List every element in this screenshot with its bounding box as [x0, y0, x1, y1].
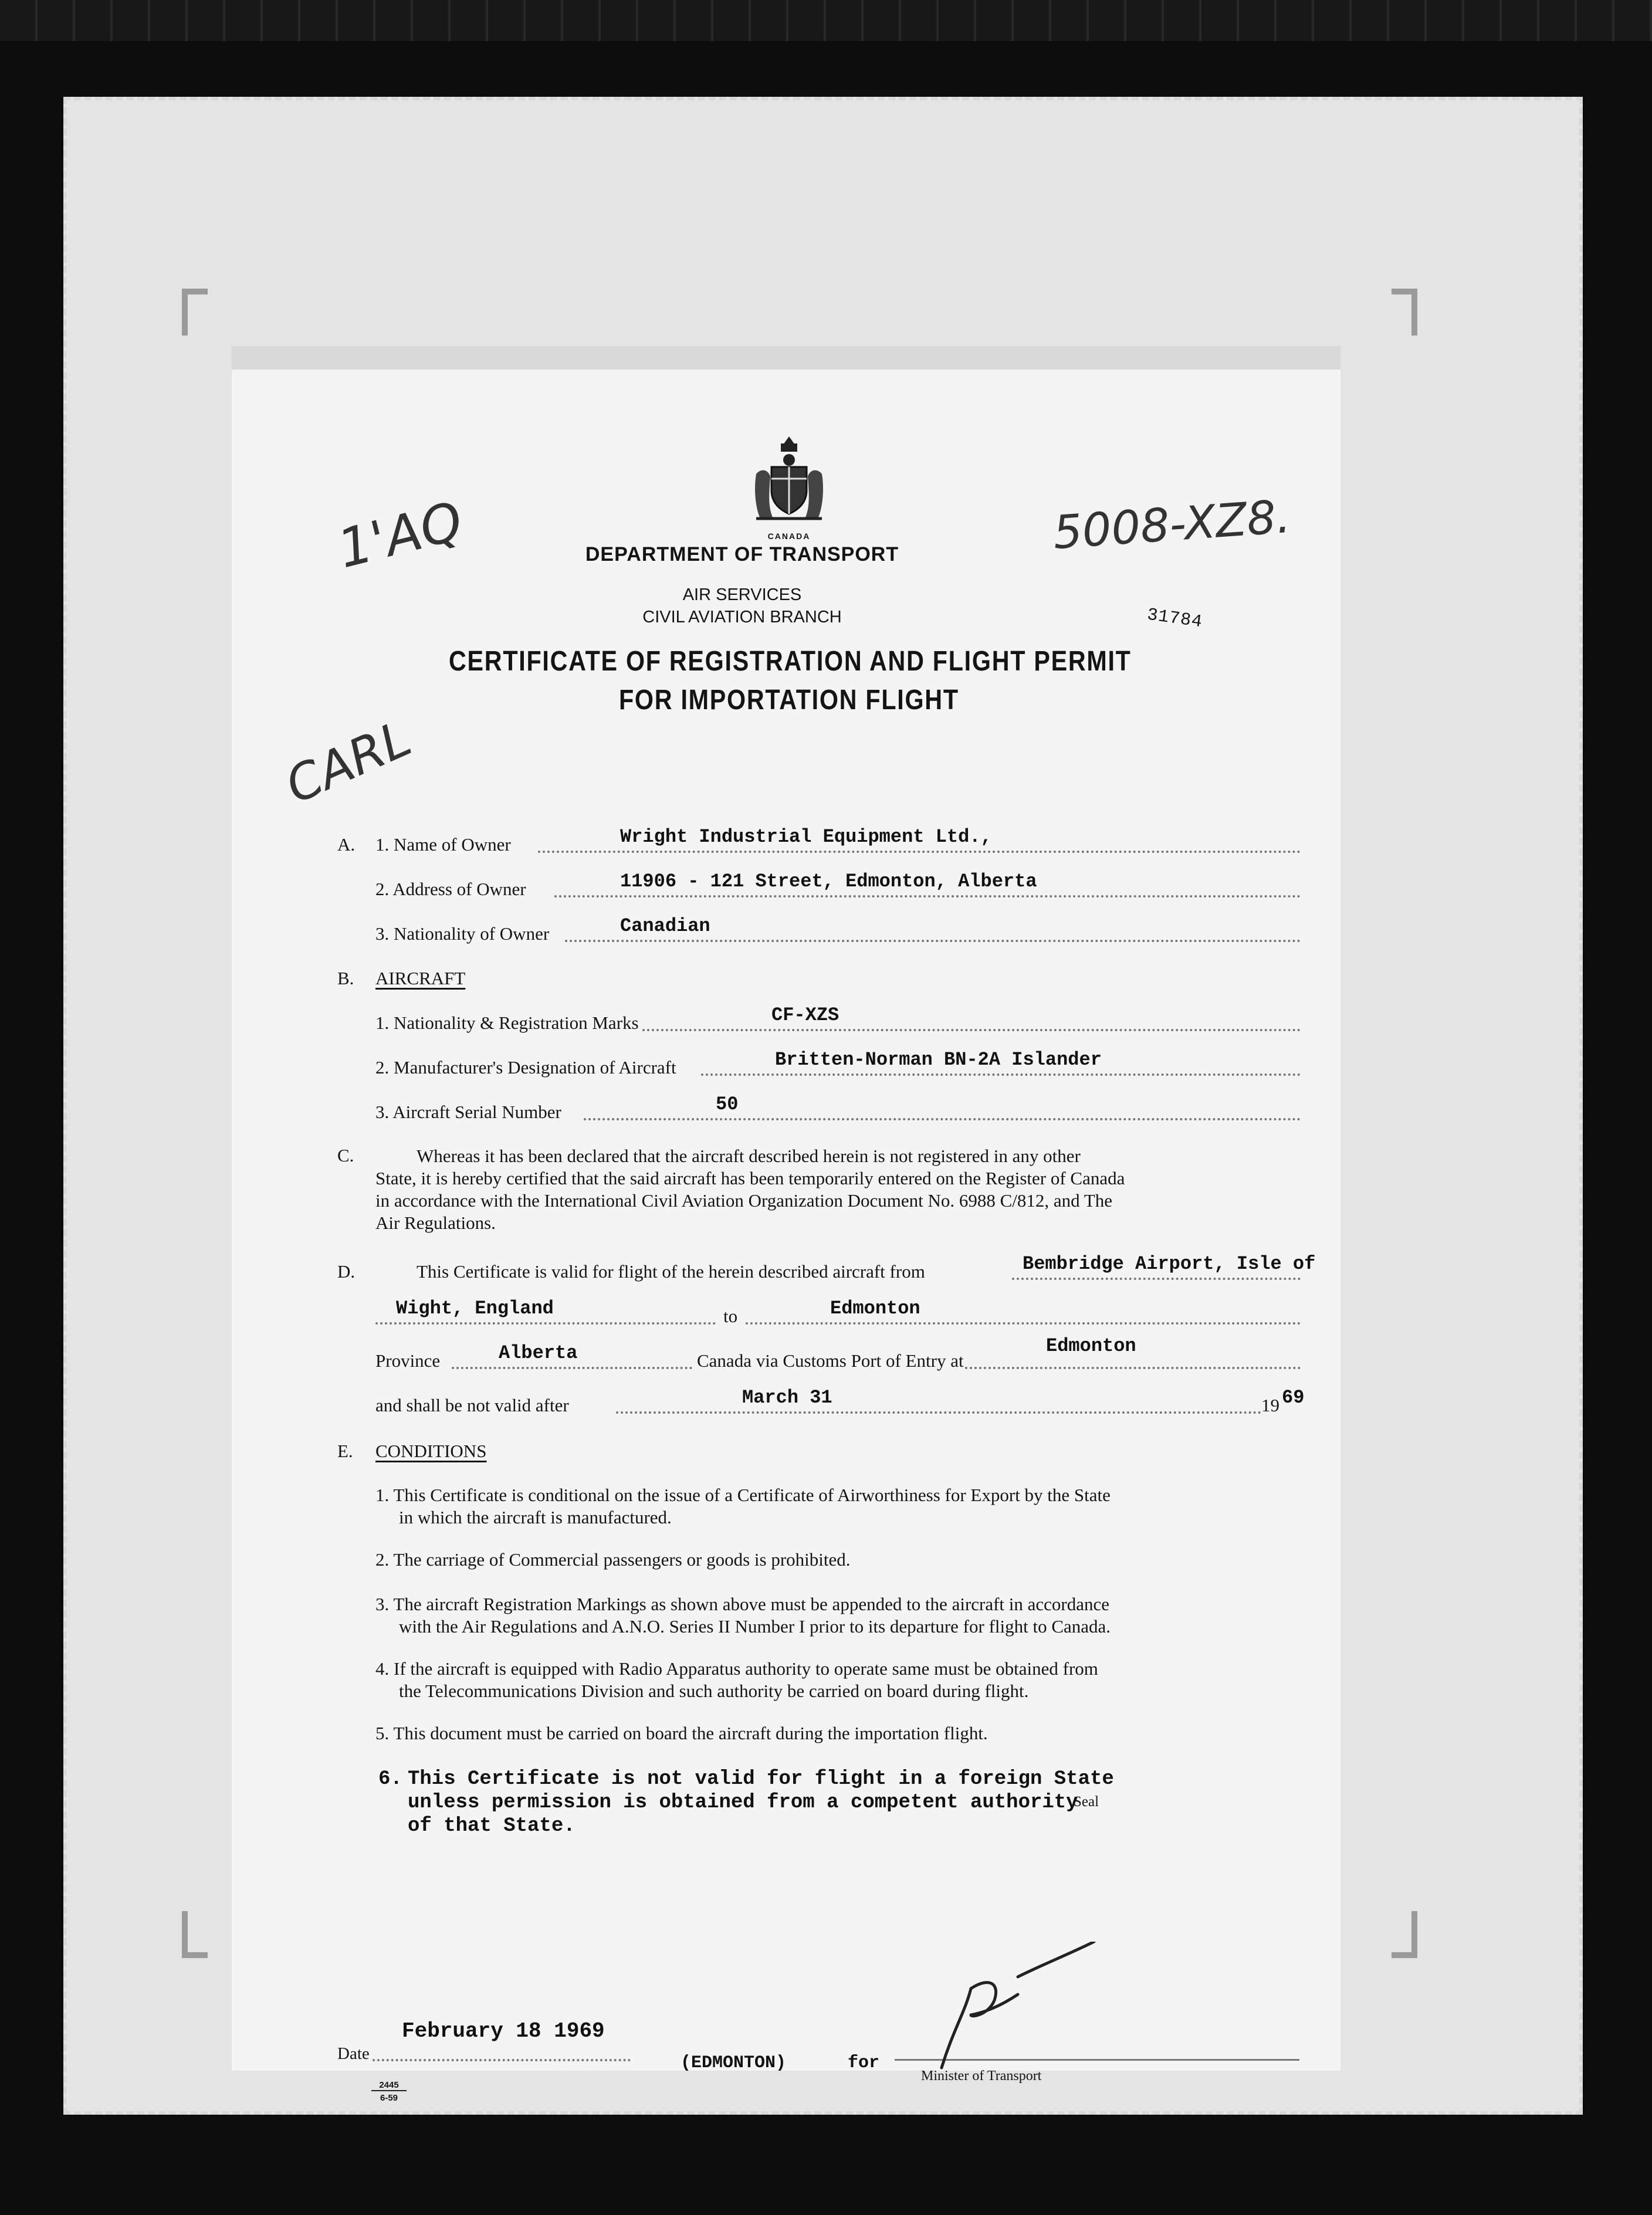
condition-4-line-1: 4. If the aircraft is equipped with Radio Apparatus authority to operate same must be obtained from: [375, 1658, 1098, 1679]
stamped-number: 31784: [1146, 605, 1204, 633]
owner-address-value: 11906 - 121 Street, Edmonton, Alberta: [620, 871, 1037, 892]
condition-6-line-1: This Certificate is not valid for flight in a foreign State: [408, 1768, 1114, 1790]
certificate-subtitle: [619, 684, 1030, 719]
condition-6-number: 6.: [378, 1768, 402, 1790]
form-number: 2445: [371, 2080, 407, 2091]
handwritten-file-number: 5008-XZ8.: [1051, 490, 1292, 560]
signatory-title: Minister of Transport: [921, 2068, 1042, 2084]
signature-icon: [906, 1942, 1100, 2077]
conditions-heading: CONDITIONS: [375, 1441, 487, 1461]
form-date: 6-59: [380, 2093, 398, 2103]
customs-port-line: [965, 1367, 1301, 1369]
registration-statement-line-1: Whereas it has been declared that the aircraft described herein is not registered in any other: [417, 1146, 1081, 1166]
crop-mark-bottom-right: [1392, 1911, 1417, 1958]
owner-name-label: 1. Name of Owner: [375, 834, 511, 855]
flight-from-value-2: Wight, England: [396, 1298, 554, 1319]
manufacturer-designation-value: Britten-Norman BN-2A Islander: [775, 1049, 1102, 1071]
condition-4: [375, 1658, 1302, 1702]
seal-label: Seal: [1074, 1794, 1099, 1810]
section-e-letter: E.: [337, 1441, 353, 1461]
valid-after-line: [616, 1411, 1261, 1414]
manufacturer-designation-line: [701, 1073, 1301, 1076]
condition-6-line-3: of that State.: [408, 1815, 576, 1837]
handwritten-name-carl: CARL: [277, 709, 419, 815]
flight-from-line-2: [375, 1322, 716, 1325]
condition-1-line-2: in which the aircraft is manufactured.: [399, 1507, 672, 1528]
section-d-letter: D.: [337, 1261, 356, 1282]
date-value: February 18 1969: [402, 2019, 605, 2043]
certificate-paper: [232, 370, 1340, 2103]
owner-name-line: [538, 851, 1301, 853]
province-label: Province: [375, 1350, 441, 1371]
crest-label: CANADA: [767, 531, 811, 541]
aircraft-heading: AIRCRAFT: [375, 968, 466, 988]
registration-statement-line-3: in accordance with the International Civil Aviation Organization Document No. 6988 C/812, and The: [375, 1190, 1113, 1211]
registration-statement: [375, 1145, 1302, 1234]
province-line: [452, 1367, 692, 1369]
registration-marks-value: CF-XZS: [771, 1004, 839, 1026]
flight-to-value: Edmonton: [830, 1298, 920, 1319]
place-value: (EDMONTON): [681, 2053, 787, 2073]
condition-3-line-1: 3. The aircraft Registration Markings as shown above must be appended to the aircraft in accordance: [375, 1594, 1110, 1614]
flight-validity-intro: This Certificate is valid for flight of the herein described aircraft from: [417, 1261, 925, 1282]
condition-3: [375, 1593, 1302, 1638]
registration-statement-line-2: State, it is hereby certified that the said aircraft has been temporarily entered on the Register of Canada: [375, 1168, 1125, 1188]
crop-mark-top-left: [182, 289, 208, 336]
crop-mark-top-right: [1392, 289, 1417, 336]
condition-1-line-1: 1. This Certificate is conditional on the issue of a Certificate of Airworthiness for Export by the State: [375, 1485, 1111, 1505]
section-c-letter: C.: [337, 1145, 354, 1166]
condition-3-line-2: with the Air Regulations and A.N.O. Series II Number I prior to its departure for flight to Canada.: [399, 1616, 1111, 1637]
registration-marks-label: 1. Nationality & Registration Marks: [375, 1012, 639, 1033]
serial-number-value: 50: [716, 1093, 739, 1115]
section-b-letter: B.: [337, 968, 354, 988]
serial-number-line: [584, 1118, 1301, 1120]
certificate-title: [449, 645, 1132, 680]
flight-to-line: [746, 1322, 1301, 1325]
year-prefix: 19: [1261, 1395, 1279, 1415]
flight-from-line-1: [1012, 1278, 1301, 1280]
section-a-letter: A.: [337, 834, 356, 855]
owner-name-value: Wright Industrial Equipment Ltd.,: [620, 826, 992, 848]
canada-crest-icon: [748, 433, 830, 527]
owner-address-line: [554, 895, 1301, 897]
owner-nationality-line: [565, 940, 1301, 942]
year-value: 69: [1282, 1387, 1305, 1408]
valid-after-date: March 31: [742, 1387, 832, 1408]
flight-from-value-1: Bembridge Airport, Isle of: [1023, 1253, 1316, 1275]
condition-4-line-2: the Telecommunications Division and such authority be carried on board during flight.: [399, 1681, 1029, 1701]
condition-5: 5. This document must be carried on board the aircraft during the importation flight.: [375, 1723, 988, 1743]
owner-address-label: 2. Address of Owner: [375, 879, 526, 899]
date-line: [373, 2059, 631, 2061]
film-edge: [0, 0, 1652, 41]
air-services-title: AIR SERVICES: [682, 585, 802, 604]
condition-6-line-2: unless permission is obtained from a competent authority: [408, 1791, 1078, 1814]
for-label: for: [848, 2053, 880, 2073]
province-value: Alberta: [499, 1342, 578, 1364]
handwritten-note-top-left: 1'AQ: [331, 490, 469, 581]
owner-nationality-value: Canadian: [620, 915, 710, 937]
manufacturer-designation-label: 2. Manufacturer's Designation of Aircraft: [375, 1057, 676, 1078]
customs-port-value: Edmonton: [1046, 1335, 1136, 1357]
flight-to-label: to: [723, 1306, 738, 1326]
valid-after-label: and shall be not valid after: [375, 1395, 569, 1415]
certificate-title-line-2: FOR IMPORTATION FLIGHT: [619, 685, 959, 716]
registration-marks-line: [642, 1029, 1301, 1031]
department-title: DEPARTMENT OF TRANSPORT: [585, 543, 899, 565]
owner-nationality-label: 3. Nationality of Owner: [375, 923, 550, 944]
branch-title: CIVIL AVIATION BRANCH: [642, 608, 842, 626]
registration-statement-line-4: Air Regulations.: [375, 1213, 496, 1233]
condition-2: 2. The carriage of Commercial passengers or goods is prohibited.: [375, 1549, 851, 1570]
date-label: Date: [337, 2044, 370, 2063]
crop-mark-bottom-left: [182, 1911, 208, 1958]
condition-1: [375, 1484, 1302, 1529]
serial-number-label: 3. Aircraft Serial Number: [375, 1102, 561, 1122]
customs-port-label: Canada via Customs Port of Entry at: [697, 1350, 964, 1371]
certificate-title-line-1: CERTIFICATE OF REGISTRATION AND FLIGHT PERMIT: [449, 646, 1132, 677]
